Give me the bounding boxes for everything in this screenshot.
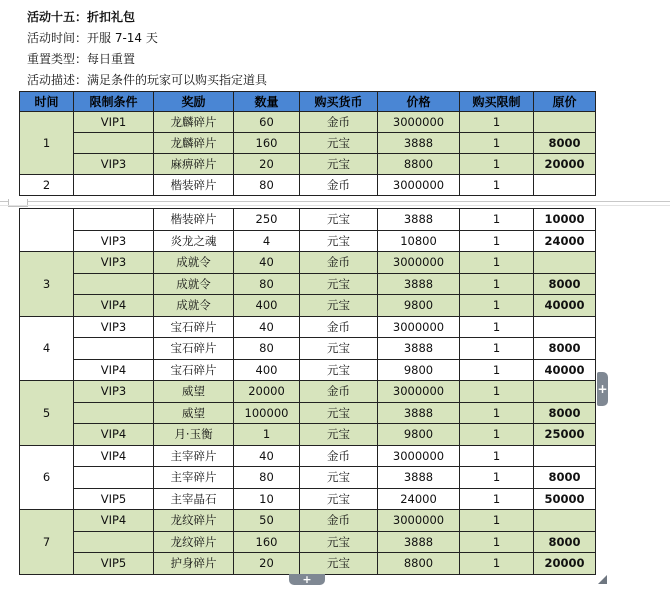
original-price-cell: 8000 bbox=[534, 402, 596, 424]
restriction-cell: VIP1 bbox=[74, 112, 154, 133]
quantity-cell: 160 bbox=[234, 133, 300, 154]
price-cell: 3000000 bbox=[378, 510, 460, 532]
table-row bbox=[20, 273, 596, 295]
quantity-cell: 400 bbox=[234, 359, 300, 381]
original-price-cell: 8000 bbox=[534, 273, 596, 295]
day-cell: 3 bbox=[20, 252, 74, 317]
table-row bbox=[20, 381, 596, 403]
original-price-cell: 50000 bbox=[534, 488, 596, 510]
restriction-cell: VIP4 bbox=[74, 359, 154, 381]
restriction-cell: VIP4 bbox=[74, 295, 154, 317]
original-price-cell: 24000 bbox=[534, 230, 596, 252]
reward-cell: 炎龙之魂 bbox=[154, 230, 234, 252]
quantity-cell: 80 bbox=[234, 175, 300, 196]
price-cell: 10800 bbox=[378, 230, 460, 252]
reset-type: 重置类型：每日重置 bbox=[27, 52, 136, 66]
currency-cell: 元宝 bbox=[300, 359, 378, 381]
price-cell: 3000000 bbox=[378, 175, 460, 196]
header-quantity: 数量 bbox=[234, 92, 300, 112]
currency-cell: 元宝 bbox=[300, 230, 378, 252]
price-cell: 3888 bbox=[378, 133, 460, 154]
limit-cell: 1 bbox=[460, 112, 534, 133]
quantity-cell: 80 bbox=[234, 338, 300, 360]
quantity-cell: 100000 bbox=[234, 402, 300, 424]
original-price-cell: 25000 bbox=[534, 424, 596, 446]
original-price-cell: 20000 bbox=[534, 553, 596, 575]
original-price-cell: 40000 bbox=[534, 295, 596, 317]
table-row bbox=[20, 230, 596, 252]
reward-cell: 成就令 bbox=[154, 295, 234, 317]
limit-cell: 1 bbox=[460, 175, 534, 196]
activity-time: 活动时间：开服 7-14 天 bbox=[27, 31, 158, 45]
table-row bbox=[20, 402, 596, 424]
restriction-cell: VIP3 bbox=[74, 381, 154, 403]
table-row bbox=[20, 112, 596, 133]
header-currency: 购买货币 bbox=[300, 92, 378, 112]
add-column-handle[interactable]: + bbox=[597, 372, 608, 406]
reward-cell: 主宰晶石 bbox=[154, 488, 234, 510]
restriction-cell: VIP5 bbox=[74, 488, 154, 510]
quantity-cell: 4 bbox=[234, 230, 300, 252]
quantity-cell: 1 bbox=[234, 424, 300, 446]
currency-cell: 金币 bbox=[300, 316, 378, 338]
original-price-cell bbox=[534, 252, 596, 274]
table-row bbox=[20, 252, 596, 274]
price-cell: 3888 bbox=[378, 209, 460, 231]
currency-cell: 金币 bbox=[300, 381, 378, 403]
header-restriction: 限制条件 bbox=[74, 92, 154, 112]
table-row bbox=[20, 154, 596, 175]
currency-cell: 金币 bbox=[300, 175, 378, 196]
table-row bbox=[20, 133, 596, 154]
limit-cell: 1 bbox=[460, 295, 534, 317]
limit-cell: 1 bbox=[460, 273, 534, 295]
restriction-cell bbox=[74, 133, 154, 154]
limit-cell: 1 bbox=[460, 467, 534, 489]
limit-cell: 1 bbox=[460, 531, 534, 553]
limit-cell: 1 bbox=[460, 338, 534, 360]
restriction-cell: VIP3 bbox=[74, 316, 154, 338]
currency-cell: 元宝 bbox=[300, 295, 378, 317]
limit-cell: 1 bbox=[460, 316, 534, 338]
restriction-cell: VIP3 bbox=[74, 252, 154, 274]
price-cell: 3888 bbox=[378, 531, 460, 553]
reward-cell: 麻痹碎片 bbox=[154, 154, 234, 175]
table-row bbox=[20, 359, 596, 381]
currency-cell: 金币 bbox=[300, 112, 378, 133]
limit-cell: 1 bbox=[460, 252, 534, 274]
header-time: 时间 bbox=[20, 92, 74, 112]
original-price-cell: 8000 bbox=[534, 338, 596, 360]
limit-cell: 1 bbox=[460, 424, 534, 446]
limit-cell: 1 bbox=[460, 510, 534, 532]
price-cell: 24000 bbox=[378, 488, 460, 510]
header-purchase-limit: 购买限制 bbox=[460, 92, 534, 112]
table-row bbox=[20, 316, 596, 338]
original-price-cell: 8000 bbox=[534, 467, 596, 489]
price-cell: 3000000 bbox=[378, 381, 460, 403]
original-price-cell: 10000 bbox=[534, 209, 596, 231]
day-cell: 7 bbox=[20, 510, 74, 575]
table-row bbox=[20, 467, 596, 489]
price-cell: 3000000 bbox=[378, 316, 460, 338]
reward-cell: 威望 bbox=[154, 381, 234, 403]
currency-cell: 元宝 bbox=[300, 273, 378, 295]
quantity-cell: 160 bbox=[234, 531, 300, 553]
quantity-cell: 50 bbox=[234, 510, 300, 532]
day-cell: 1 bbox=[20, 112, 74, 175]
price-cell: 3888 bbox=[378, 273, 460, 295]
restriction-cell bbox=[74, 338, 154, 360]
table-row bbox=[20, 209, 596, 231]
currency-cell: 元宝 bbox=[300, 553, 378, 575]
original-price-cell bbox=[534, 175, 596, 196]
table-row bbox=[20, 295, 596, 317]
restriction-cell: VIP4 bbox=[74, 445, 154, 467]
reward-cell: 龙纹碎片 bbox=[154, 531, 234, 553]
currency-cell: 元宝 bbox=[300, 531, 378, 553]
restriction-cell bbox=[74, 273, 154, 295]
reward-cell: 楷装碎片 bbox=[154, 209, 234, 231]
price-cell: 3000000 bbox=[378, 252, 460, 274]
day-cell: 6 bbox=[20, 445, 74, 510]
currency-cell: 元宝 bbox=[300, 133, 378, 154]
quantity-cell: 20 bbox=[234, 154, 300, 175]
quantity-cell: 80 bbox=[234, 467, 300, 489]
limit-cell: 1 bbox=[460, 154, 534, 175]
reward-cell: 龙麟碎片 bbox=[154, 112, 234, 133]
restriction-cell: VIP3 bbox=[74, 154, 154, 175]
limit-cell: 1 bbox=[460, 209, 534, 231]
price-cell: 3888 bbox=[378, 338, 460, 360]
table-row bbox=[20, 424, 596, 446]
original-price-cell: 40000 bbox=[534, 359, 596, 381]
original-price-cell bbox=[534, 316, 596, 338]
quantity-cell: 10 bbox=[234, 488, 300, 510]
limit-cell: 1 bbox=[460, 488, 534, 510]
table-row bbox=[20, 553, 596, 575]
limit-cell: 1 bbox=[460, 359, 534, 381]
day-cell: 5 bbox=[20, 381, 74, 446]
currency-cell: 金币 bbox=[300, 510, 378, 532]
limit-cell: 1 bbox=[460, 381, 534, 403]
header-price: 价格 bbox=[378, 92, 460, 112]
day-cell: 2 bbox=[20, 175, 74, 196]
restriction-cell: VIP4 bbox=[74, 510, 154, 532]
currency-cell: 金币 bbox=[300, 445, 378, 467]
reward-cell: 威望 bbox=[154, 402, 234, 424]
quantity-cell: 400 bbox=[234, 295, 300, 317]
table-row bbox=[20, 445, 596, 467]
original-price-cell bbox=[534, 510, 596, 532]
reward-cell: 宝石碎片 bbox=[154, 338, 234, 360]
reward-cell: 主宰碎片 bbox=[154, 445, 234, 467]
reward-cell: 宝石碎片 bbox=[154, 359, 234, 381]
price-cell: 9800 bbox=[378, 295, 460, 317]
currency-cell: 元宝 bbox=[300, 154, 378, 175]
table-row bbox=[20, 488, 596, 510]
currency-cell: 元宝 bbox=[300, 402, 378, 424]
quantity-cell: 40 bbox=[234, 252, 300, 274]
price-cell: 3000000 bbox=[378, 445, 460, 467]
quantity-cell: 60 bbox=[234, 112, 300, 133]
add-row-handle[interactable]: + bbox=[289, 574, 325, 585]
reward-cell: 楷装碎片 bbox=[154, 175, 234, 196]
restriction-cell bbox=[74, 402, 154, 424]
price-cell: 3888 bbox=[378, 467, 460, 489]
limit-cell: 1 bbox=[460, 445, 534, 467]
original-price-cell: 8000 bbox=[534, 133, 596, 154]
activity-description: 活动描述：满足条件的玩家可以购买指定道具 bbox=[27, 73, 268, 87]
reward-cell: 月·玉衡 bbox=[154, 424, 234, 446]
reward-cell: 宝石碎片 bbox=[154, 316, 234, 338]
quantity-cell: 40 bbox=[234, 316, 300, 338]
currency-cell: 金币 bbox=[300, 252, 378, 274]
restriction-cell: VIP4 bbox=[74, 424, 154, 446]
limit-cell: 1 bbox=[460, 402, 534, 424]
currency-cell: 元宝 bbox=[300, 467, 378, 489]
restriction-cell bbox=[74, 467, 154, 489]
doc-title: 活动十五：折扣礼包 bbox=[27, 10, 136, 24]
original-price-cell: 20000 bbox=[534, 154, 596, 175]
price-cell: 8800 bbox=[378, 553, 460, 575]
price-cell: 3000000 bbox=[378, 112, 460, 133]
quantity-cell: 250 bbox=[234, 209, 300, 231]
quantity-cell: 80 bbox=[234, 273, 300, 295]
limit-cell: 1 bbox=[460, 133, 534, 154]
price-cell: 9800 bbox=[378, 359, 460, 381]
table-row bbox=[20, 175, 596, 196]
price-cell: 8800 bbox=[378, 154, 460, 175]
day-cell bbox=[20, 209, 74, 252]
currency-cell: 元宝 bbox=[300, 488, 378, 510]
quantity-cell: 40 bbox=[234, 445, 300, 467]
price-cell: 3888 bbox=[378, 402, 460, 424]
reward-cell: 成就令 bbox=[154, 273, 234, 295]
quantity-cell: 20000 bbox=[234, 381, 300, 403]
original-price-cell bbox=[534, 445, 596, 467]
restriction-cell bbox=[74, 175, 154, 196]
table-row bbox=[20, 338, 596, 360]
currency-cell: 元宝 bbox=[300, 424, 378, 446]
restriction-cell bbox=[74, 531, 154, 553]
quantity-cell: 20 bbox=[234, 553, 300, 575]
discount-table-bottom bbox=[19, 208, 596, 575]
reward-cell: 龙纹碎片 bbox=[154, 510, 234, 532]
table-resize-grip[interactable] bbox=[598, 575, 607, 584]
limit-cell: 1 bbox=[460, 553, 534, 575]
header-original-price: 原价 bbox=[534, 92, 596, 112]
restriction-cell bbox=[74, 209, 154, 231]
original-price-cell: 8000 bbox=[534, 531, 596, 553]
reward-cell: 护身碎片 bbox=[154, 553, 234, 575]
limit-cell: 1 bbox=[460, 230, 534, 252]
table-row bbox=[20, 531, 596, 553]
original-price-cell bbox=[534, 112, 596, 133]
restriction-cell: VIP5 bbox=[74, 553, 154, 575]
discount-table-top bbox=[19, 91, 596, 196]
restriction-cell: VIP3 bbox=[74, 230, 154, 252]
table-row bbox=[20, 510, 596, 532]
reward-cell: 龙麟碎片 bbox=[154, 133, 234, 154]
currency-cell: 元宝 bbox=[300, 209, 378, 231]
reward-cell: 主宰碎片 bbox=[154, 467, 234, 489]
price-cell: 9800 bbox=[378, 424, 460, 446]
currency-cell: 元宝 bbox=[300, 338, 378, 360]
header-reward: 奖励 bbox=[154, 92, 234, 112]
page-break-separator bbox=[0, 199, 670, 208]
reward-cell: 成就令 bbox=[154, 252, 234, 274]
day-cell: 4 bbox=[20, 316, 74, 381]
original-price-cell bbox=[534, 381, 596, 403]
